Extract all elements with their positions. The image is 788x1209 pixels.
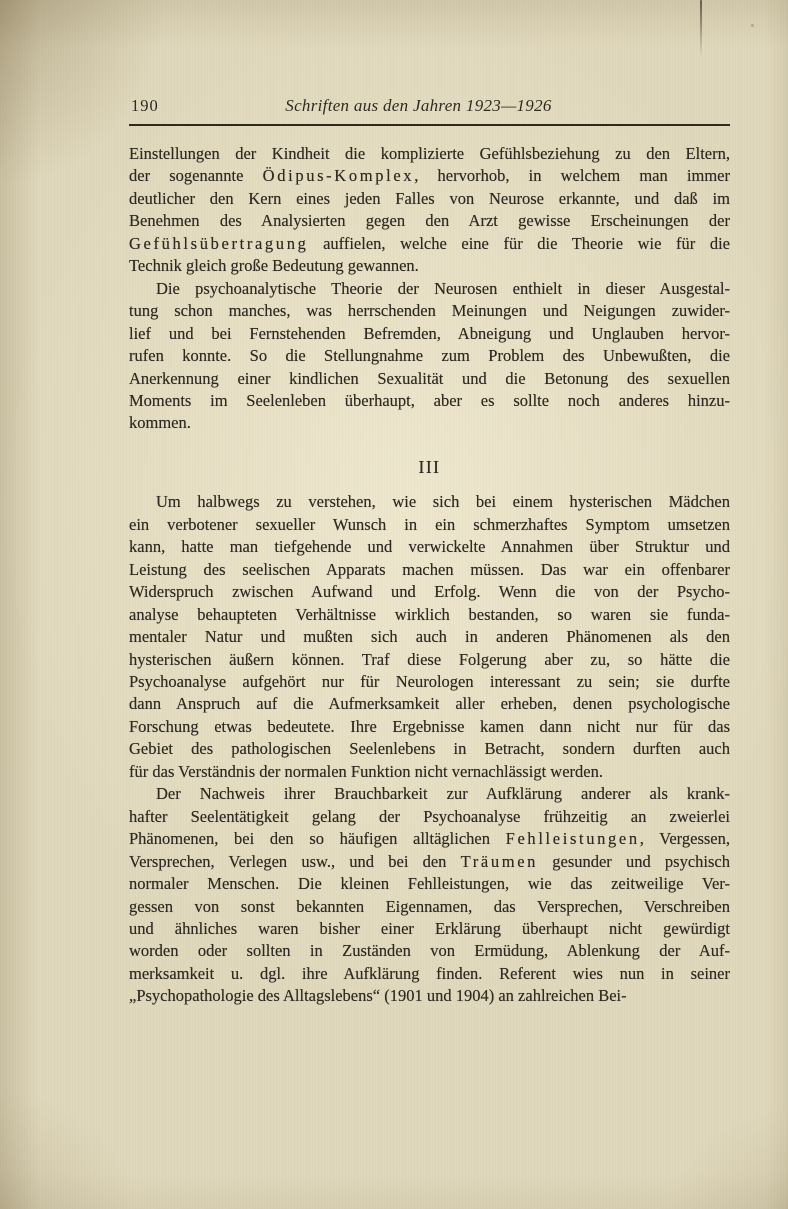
- text-line: [129, 693, 730, 715]
- text-segment: Psychoanalyse aufgehört nur für Neurologen interessant zu sein; sie durfte: [129, 671, 730, 691]
- text-segment: Leistung des seelischen Apparats machen müssen. Das war ein offenbarer: [129, 559, 730, 579]
- text-line: [129, 985, 730, 1007]
- text-segment: rufen konnte. So die Stellungnahme zum Problem des Unbewußten, die: [129, 346, 730, 366]
- text-segment: Technik gleich große Bedeutung gewannen.: [129, 256, 419, 276]
- text-line: [129, 873, 730, 895]
- text-segment: Anerkennung einer kindlichen Sexualität und die Betonung des sexuellen: [129, 368, 730, 388]
- running-header: [129, 96, 730, 116]
- text-block: [129, 96, 730, 1008]
- text-line: [129, 412, 730, 434]
- spaced-term: Gefühlsübertragung: [129, 233, 309, 253]
- text-segment: Forschung etwas bedeutete. Ihre Ergebnisse kamen dann nicht nur für das: [129, 716, 730, 736]
- paragraph: [129, 783, 730, 1008]
- text-segment: gessen von sonst bekannten Eigennamen, das Versprechen, Verschreiben: [129, 896, 730, 916]
- text-segment: analyse behaupteten Verhältnisse wirklich bestanden, so waren sie funda-: [129, 604, 730, 624]
- text-segment: lief und bei Fernstehenden Befremden, Abneigung und Unglauben hervor-: [129, 323, 730, 343]
- text-line: [129, 806, 730, 828]
- paragraph: [129, 491, 730, 783]
- text-line: [129, 233, 730, 255]
- text-line: [129, 390, 730, 412]
- text-segment: Phänomenen, bei den so häufigen alltäglichen: [129, 829, 506, 849]
- text-segment: für das Verständnis der normalen Funktion nicht vernachlässigt werden.: [129, 761, 603, 781]
- text-segment: der sogenannte: [129, 166, 263, 186]
- text-line: [129, 581, 730, 603]
- text-line: [129, 514, 730, 536]
- text-segment: Die psychoanalytische Theorie der Neurosen enthielt in dieser Ausgestal-: [156, 278, 730, 298]
- text-line: [129, 165, 730, 187]
- text-line: [129, 255, 730, 277]
- text-segment: worden oder sollten in Zuständen von Ermüdung, Ablenkung der Auf-: [129, 941, 730, 961]
- page-number: 190: [131, 96, 159, 115]
- text-segment: Gebiet des pathologischen Seelenlebens in Betracht, sondern durften auch: [129, 739, 730, 759]
- text-line: [129, 716, 730, 738]
- text-segment: auffielen, welche eine für die Theorie wie für die: [308, 233, 730, 253]
- text-segment: Widerspruch zwischen Aufwand und Erfolg. Wenn die von der Psycho-: [129, 582, 730, 602]
- text-line: [129, 851, 730, 873]
- text-line: [129, 828, 730, 850]
- text-segment: kommen.: [129, 413, 191, 433]
- text-segment: merksamkeit u. dgl. ihre Aufklärung finden. Referent wies nun in seiner: [129, 963, 730, 983]
- spaced-term: Fehlleistungen: [505, 829, 640, 849]
- text-line: [129, 188, 730, 210]
- text-segment: Versprechen, Verlegen usw., und bei den: [129, 851, 461, 871]
- text-segment: Der Nachweis ihrer Brauchbarkeit zur Aufklärung anderer als krank-: [156, 784, 730, 804]
- text-segment: deutlicher den Kern eines jeden Falles von Neurose erkannte, und daß im: [129, 188, 730, 208]
- scan-speck: [751, 24, 754, 27]
- text-line: [129, 671, 730, 693]
- text-segment: Moments im Seelenleben überhaupt, aber es sollte noch anderes hinzu-: [129, 390, 730, 410]
- text-line: [129, 940, 730, 962]
- running-title: Schriften aus den Jahren 1923—1926: [285, 96, 552, 115]
- paragraph: [129, 278, 730, 435]
- scan-scratch-artifact: [700, 0, 702, 57]
- text-line: [129, 963, 730, 985]
- text-segment: und ähnliches waren bisher einer Erklärung überhaupt nicht gewürdigt: [129, 918, 730, 938]
- text-line: [129, 559, 730, 581]
- text-segment: tung schon manches, was herrschenden Meinungen und Neigungen zuwider-: [129, 301, 730, 321]
- text-segment: kann, hatte man tiefgehende und verwickelte Annahmen über Struktur und: [129, 537, 730, 557]
- text-segment: hafter Seelentätigkeit gelang der Psychoanalyse frühzeitig an zweierlei: [129, 806, 730, 826]
- paragraph: [129, 143, 730, 278]
- text-segment: mentaler Natur und mußten sich auch in anderen Phänomenen als den: [129, 627, 730, 647]
- text-segment: , Vergessen,: [639, 829, 730, 849]
- text-line: [129, 918, 730, 940]
- text-segment: „Psychopathologie des Alltagslebens“ (1901 und 1904) an zahlreichen Bei-: [129, 986, 627, 1006]
- text-segment: , hervorhob, in welchem man immer: [414, 166, 731, 186]
- text-line: [129, 604, 730, 626]
- text-segment: dann Anspruch auf die Aufmerksamkeit aller erheben, denen psychologische: [129, 694, 730, 714]
- text-line: [129, 278, 730, 300]
- text-line: [129, 536, 730, 558]
- header-rule: [129, 124, 730, 126]
- text-line: [129, 896, 730, 918]
- text-line: [129, 761, 730, 783]
- text-segment: Benehmen des Analysierten gegen den Arzt gewisse Erscheinungen der: [129, 211, 730, 231]
- text-line: [129, 368, 730, 390]
- text-line: [129, 210, 730, 232]
- text-line: [129, 783, 730, 805]
- body-text: [129, 143, 730, 1008]
- text-line: [129, 738, 730, 760]
- spaced-term: Träumen: [460, 851, 539, 871]
- text-line: [129, 649, 730, 671]
- text-line: [129, 345, 730, 367]
- section-heading: III: [418, 456, 441, 477]
- spaced-term: Ödipus-Komplex: [262, 166, 415, 186]
- text-line: [129, 143, 730, 165]
- text-line: [129, 491, 730, 513]
- text-line: [129, 626, 730, 648]
- text-line: [129, 300, 730, 322]
- text-segment: Einstellungen der Kindheit die komplizierte Gefühlsbeziehung zu den Eltern,: [129, 144, 730, 163]
- text-segment: Um halbwegs zu verstehen, wie sich bei einem hysterischen Mädchen: [156, 492, 730, 512]
- text-segment: hysterischen äußern können. Traf diese Folgerung aber zu, so hätte die: [129, 649, 730, 669]
- text-segment: normaler Menschen. Die kleinen Fehlleistungen, wie das zeitweilige Ver-: [129, 874, 730, 894]
- text-segment: gesunder und psychisch: [538, 851, 730, 871]
- text-line: [129, 323, 730, 345]
- text-segment: ein verbotener sexueller Wunsch in ein schmerzhaftes Symptom umsetzen: [129, 514, 730, 534]
